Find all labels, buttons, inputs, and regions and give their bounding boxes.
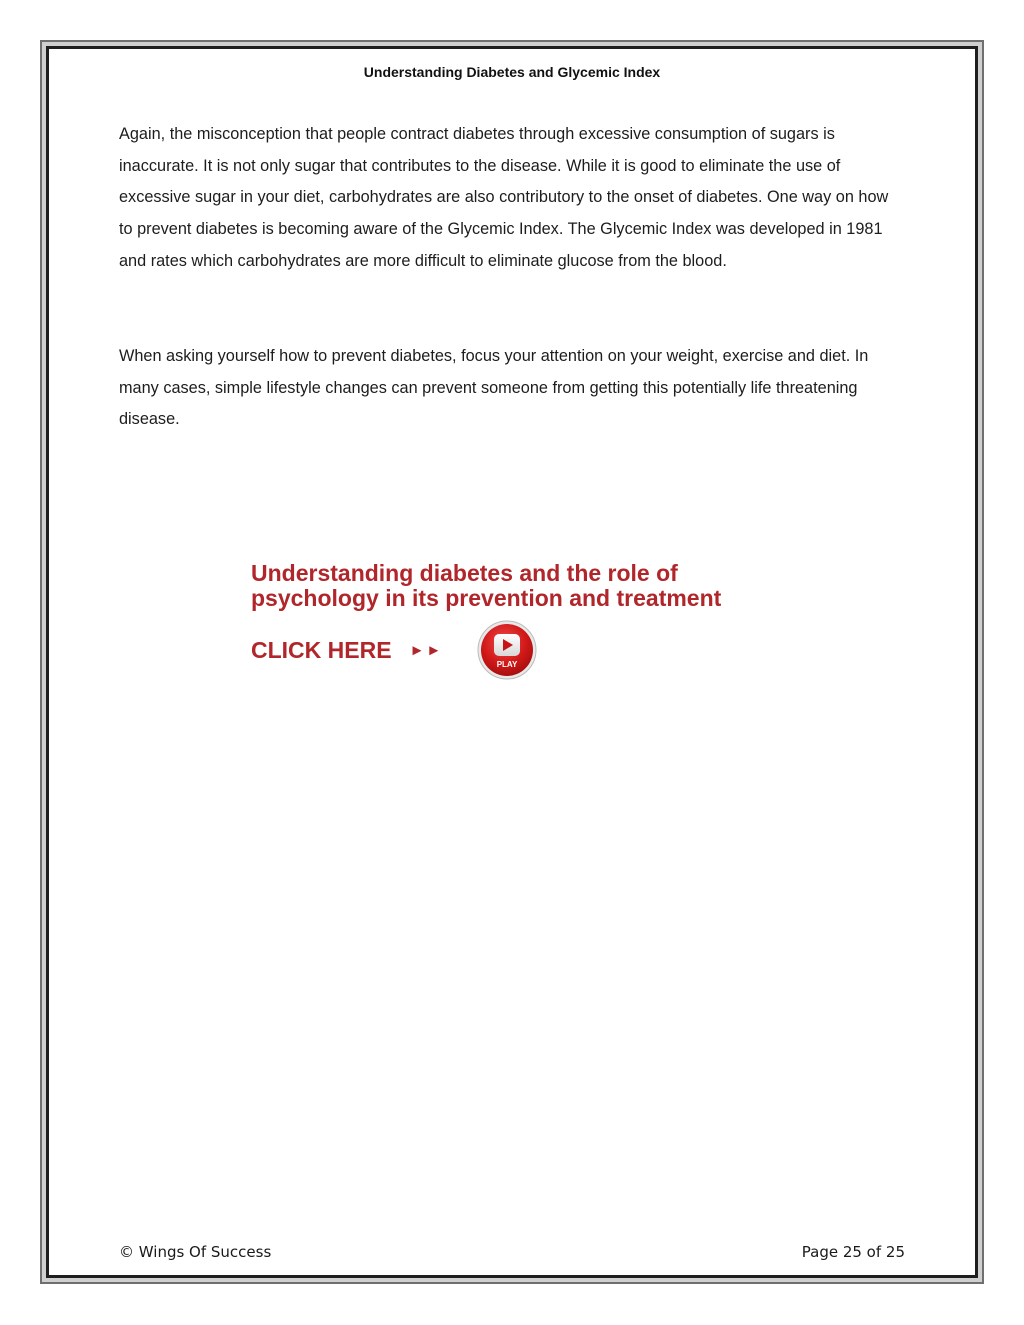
play-button-label: PLAY <box>496 660 518 669</box>
page-frame-outer <box>40 40 984 1284</box>
footer-page-number: Page 25 of 25 <box>801 1243 905 1261</box>
promo-title <box>251 561 811 611</box>
promo-title-line-2: psychology in its prevention and treatment <box>251 585 722 611</box>
play-button-icon[interactable] <box>477 620 537 680</box>
body-paragraph-2: When asking yourself how to prevent diabetes, focus your attention on your weight, exercise and diet. In many cases, simple lifestyle changes can prevent someone from getting this potentially life threatening disease. <box>119 347 869 429</box>
footer-copyright: © Wings Of Success <box>119 1243 272 1261</box>
body-paragraph-1: Again, the misconception that people contract diabetes through excessive consumption of sugars is inaccurate. It is not only sugar that contributes to the disease. While it is good to eliminate the use of excessive sugar in your diet, carbohydrates are also contributory to the onset of diabetes. One way on how to prevent diabetes is becoming aware of the Glycemic Index. The Glycemic Index was developed in 1981 and rates which carbohydrates are more difficult to eliminate glucose from the blood. <box>119 125 889 270</box>
promo-block <box>251 560 811 669</box>
double-arrow-icon: ►► <box>409 641 444 659</box>
page-header-title: Understanding Diabetes and Glycemic Index <box>363 64 661 80</box>
click-here-link[interactable]: CLICK HERE <box>251 636 392 663</box>
promo-title-line-1: Understanding diabetes and the role of <box>251 560 678 586</box>
cta-row <box>251 618 518 682</box>
page-frame <box>46 46 978 1278</box>
